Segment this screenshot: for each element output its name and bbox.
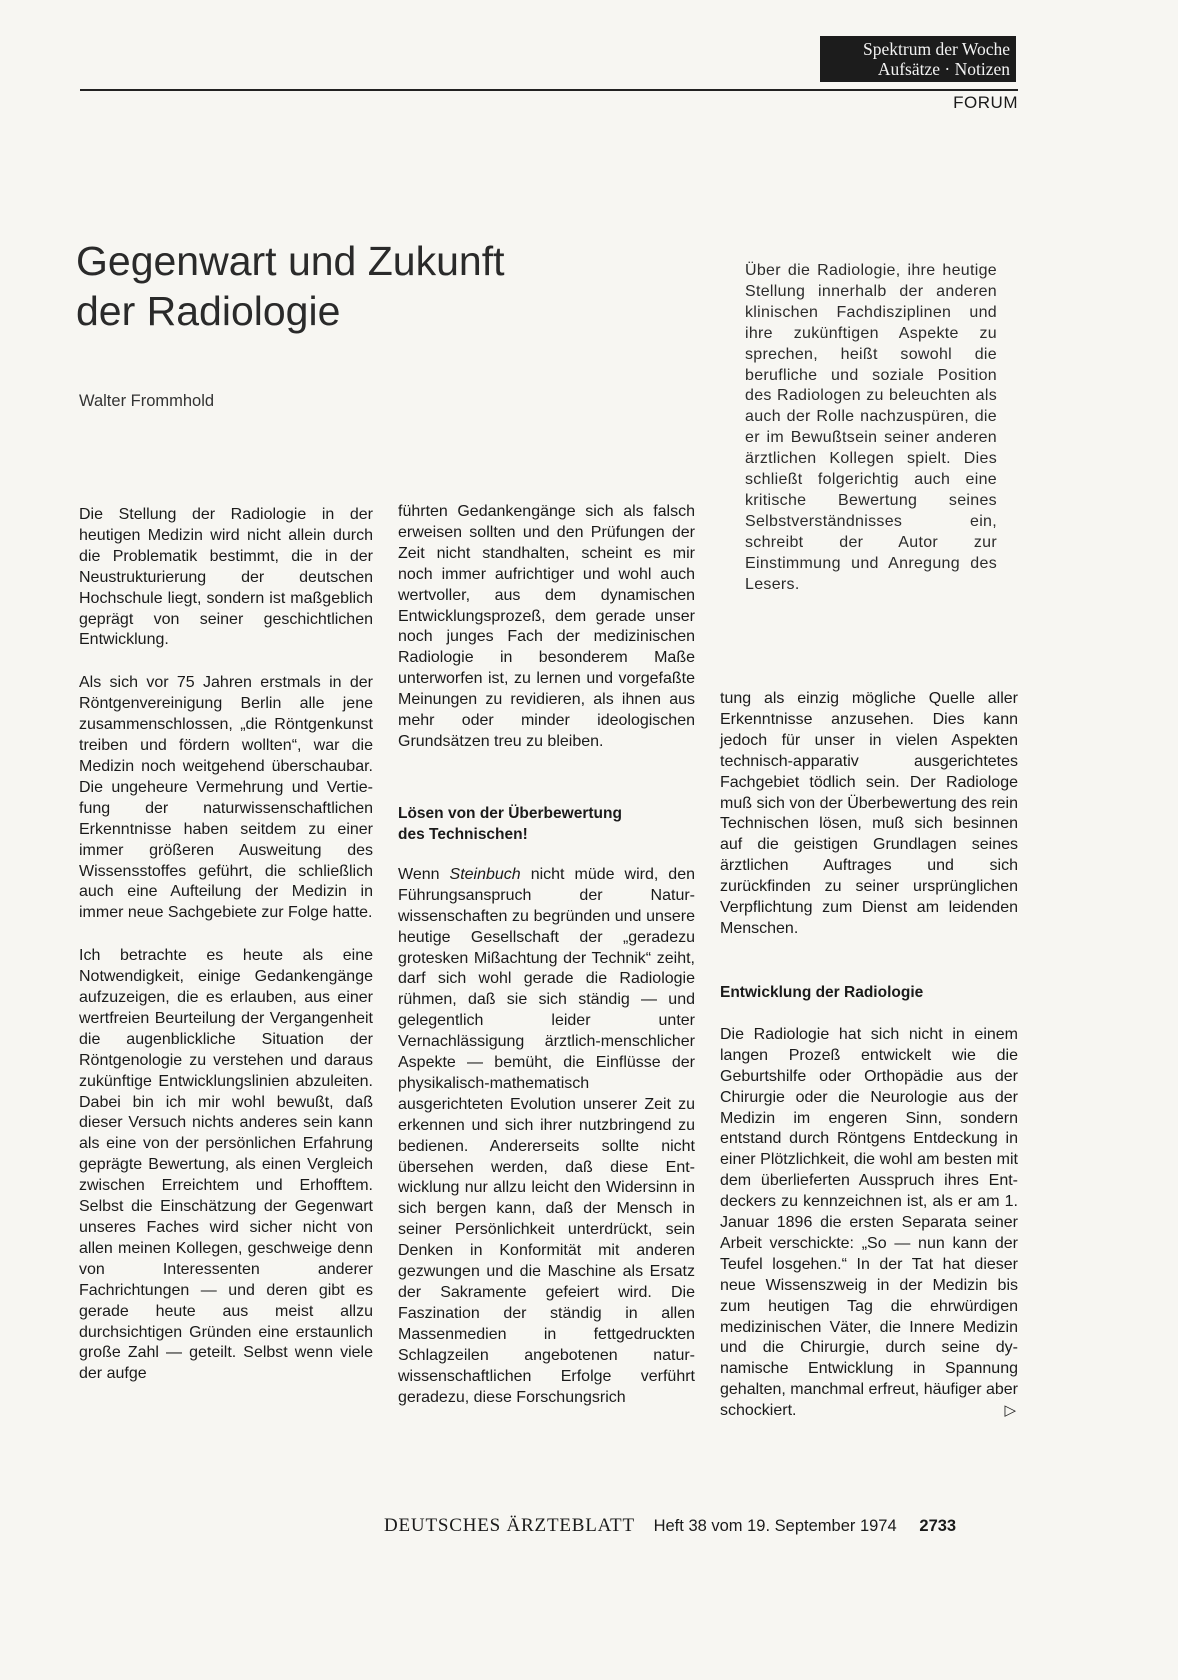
page-footer: [384, 1515, 1020, 1537]
paragraph: führten Gedankengänge sich als falsch erweisen sollten und den Prüfungen der Zeit nicht standhalten, scheint es mir noch immer aufrichtiger und wohl auch wertvoller, aus dem dynamischen Entwicklungsprozeß, dem gerade unser noch junges Fach der medizinischen Radiologie in besonderem Maße unterworfen ist, zu lernen und vorgefaßte Meinungen zu revidieren, als ihnen aus mehr oder minder ideologischen Grundsätzen treu zu bleiben.: [398, 503, 695, 750]
section-badge-line1: Spektrum der Woche: [863, 39, 1010, 59]
section-heading-line2: des Technischen!: [398, 825, 528, 843]
paragraph-text: Die Radiologie hat sich nicht in einem langen Prozeß entwickelt wie die Geburtshilfe oder Orthopädie aus der Chirurgie oder die Neurologie aus der Medizin im engeren Sinn, sondern entstand durch Röntgens Entdeckung in einer Plötzlichkeit, die wohl am besten mit dem überlieferten Ausspruch ihres Entdeckers zu kennzeichnen ist, als er am 1. Januar 1896 die ersten Separata seiner Arbeit verschickte: „So — nun kann der Teufel losgehen.“ In der Tat hat dieser neue Wissenszweig in der Medizin bis zum heutigen Tag die ehrwürdigen medizinischen Väter, die Innere Medizin und die Chirurgie, durch seine dynamische Entwicklung in Spannung gehalten, manchmal erfreut, häufiger aber schockiert.: [720, 1025, 1018, 1420]
section-label: FORUM: [953, 93, 1018, 112]
paragraph: [720, 1025, 1018, 1422]
article-title-line2: der Radiologie: [76, 288, 341, 334]
paragraph-start: Wenn: [398, 865, 450, 883]
issue-info: Heft 38 vom 19. September 1974: [653, 1517, 897, 1535]
page-number: 2733: [919, 1517, 957, 1535]
paragraph: Ich betrachte es heute als eine Notwendigkeit, einige Gedankengänge aufzuzeigen, die es erlauben, aus einer wertfreien Beurteilung der Vergangenheit die augenblickliche Situation der Röntgenologie zu verstehen und daraus zukünftige Entwicklungslinien abzuleiten. Dabei bin ich mir wohl bewußt, daß dieser Versuch nichts anderes sein kann als eine von der persönlichen Erfahrung geprägte Bewertung, als einen Vergleich zwischen Erreichtem und Erhofftem. Selbst die Einschätzung der Gegenwart unseres Faches wird sicher nicht von allen meinen Kollegen, geschweige denn von Interessenten anderer Fachrichtungen — und deren gibt es gerade heute aus meist allzu durchsichtigen Gründen eine erstaunlich große Zahl — geteilt. Selbst wenn viele der aufge: [79, 947, 373, 1383]
paragraph-rest: nicht müde wird, den Führungsanspruch der Naturwissenschaften zu begründen und unsere heutige Gesellschaft der „geradezu grotesken Mißachtung der Technik“ zeiht, darf sich wohl gerade die Radiologie rühmen, daß sie sich ständig — und gelegentlich leider unter Vernachlässigung ärztlich-menschlicher Aspekte — bemüht, die Einflüsse der physikalisch-mathematisch ausgerichteten Evolution unserer Zeit zu erkennen und sich ihrer nutzbringend zu bedienen. Andererseits sollte nicht übersehen werden, daß diese Entwicklung nur allzu leicht den Widersinn in sich bergen kann, daß der Mensch in seiner Persönlichkeit unterdrückt, sein Denken in Konformität mit anderen gezwungen und die Maschine als Ersatz der Sakramente gefeiert wird. Die Faszination der ständig in allen Massenmedien in fettgedruckten Schlagzeilen angebotenen naturwissenschaftlichen Erfolge verführt geradezu, diese Forschungsrich: [398, 865, 696, 1406]
section-heading-line1: Lösen von der Überbewertung: [398, 804, 622, 822]
section-badge-line2: Aufsätze · Notizen: [877, 59, 1010, 79]
paragraph: [398, 865, 695, 1409]
paragraph: Als sich vor 75 Jahren erstmals in der Röntgenvereinigung Berlin alle jene zusammenschlossen, „die Röntgenkunst treiben und fördern wollten“, war die Medizin noch weitgehend überschaubar. Die ungeheure Vermehrung und Vertiefung der naturwissenschaftlichen Erkenntnisse haben seitdem zu einer immer größeren Ausweitung des Wissensstoffes geführt, die schließlich auch eine Aufteilung der Medizin in immer neue Sachgebiete zur Folge hatte.: [79, 674, 373, 922]
section-heading: [398, 803, 695, 845]
text-column-2: [398, 502, 695, 1408]
article-title: [76, 236, 636, 336]
journal-name: DEUTSCHES ÄRZTEBLATT: [384, 1515, 635, 1536]
text-column-1: [79, 505, 373, 1385]
header-rule: [80, 89, 1018, 91]
article-abstract: Über die Radiologie, ihre heutige Stellung innerhalb der anderen klinischen Fachdisziplinen und ihre zukünftigen Aspekte zu sprechen, heißt sowohl die berufliche und soziale Position des Radiologen zu beleuchten als auch der Rolle nachzuspüren, die er im Bewußtsein seiner anderen ärztlichen Kollegen spielt. Dies schließt folgerichtig auch eine kritische Bewertung seines Selbstverständnisses ein, schreibt der Autor zur Einstimmung und Anregung des Lesers.: [745, 262, 997, 593]
article-title-line1: Gegenwart und Zukunft: [76, 238, 505, 284]
text-column-3: [720, 689, 1018, 1422]
author-name: Walter Frommhold: [79, 392, 215, 410]
section-heading: Entwicklung der Radiologie: [720, 983, 924, 1001]
cited-name: Steinbuch: [449, 865, 521, 883]
section-badge: [820, 36, 1016, 82]
paragraph: tung als einzig mögliche Quelle aller Erkenntnisse anzusehen. Dies kann jedoch für unser in vielen Aspekten technisch-apparativ ausgerichtetes Fachgebiet tödlich sein. Der Radiologe muß sich von der Überbewertung des rein Technischen lösen, muß sich besinnen auf die geistigen Grundlagen seines ärztlichen Auftrages und sich zurückfinden zu seiner ursprünglichen Verpflichtung zum Dienst am leidenden Menschen.: [720, 690, 1018, 937]
paragraph: Die Stellung der Radiologie in der heutigen Medizin wird nicht allein durch die Problematik bestimmt, die in der Neustrukturierung der deutschen Hochschule liegt, sondern ist maßgeblich geprägt von seiner geschichtlichen Entwicklung.: [79, 506, 373, 649]
continue-arrow-icon: ▷: [1004, 1402, 1016, 1420]
